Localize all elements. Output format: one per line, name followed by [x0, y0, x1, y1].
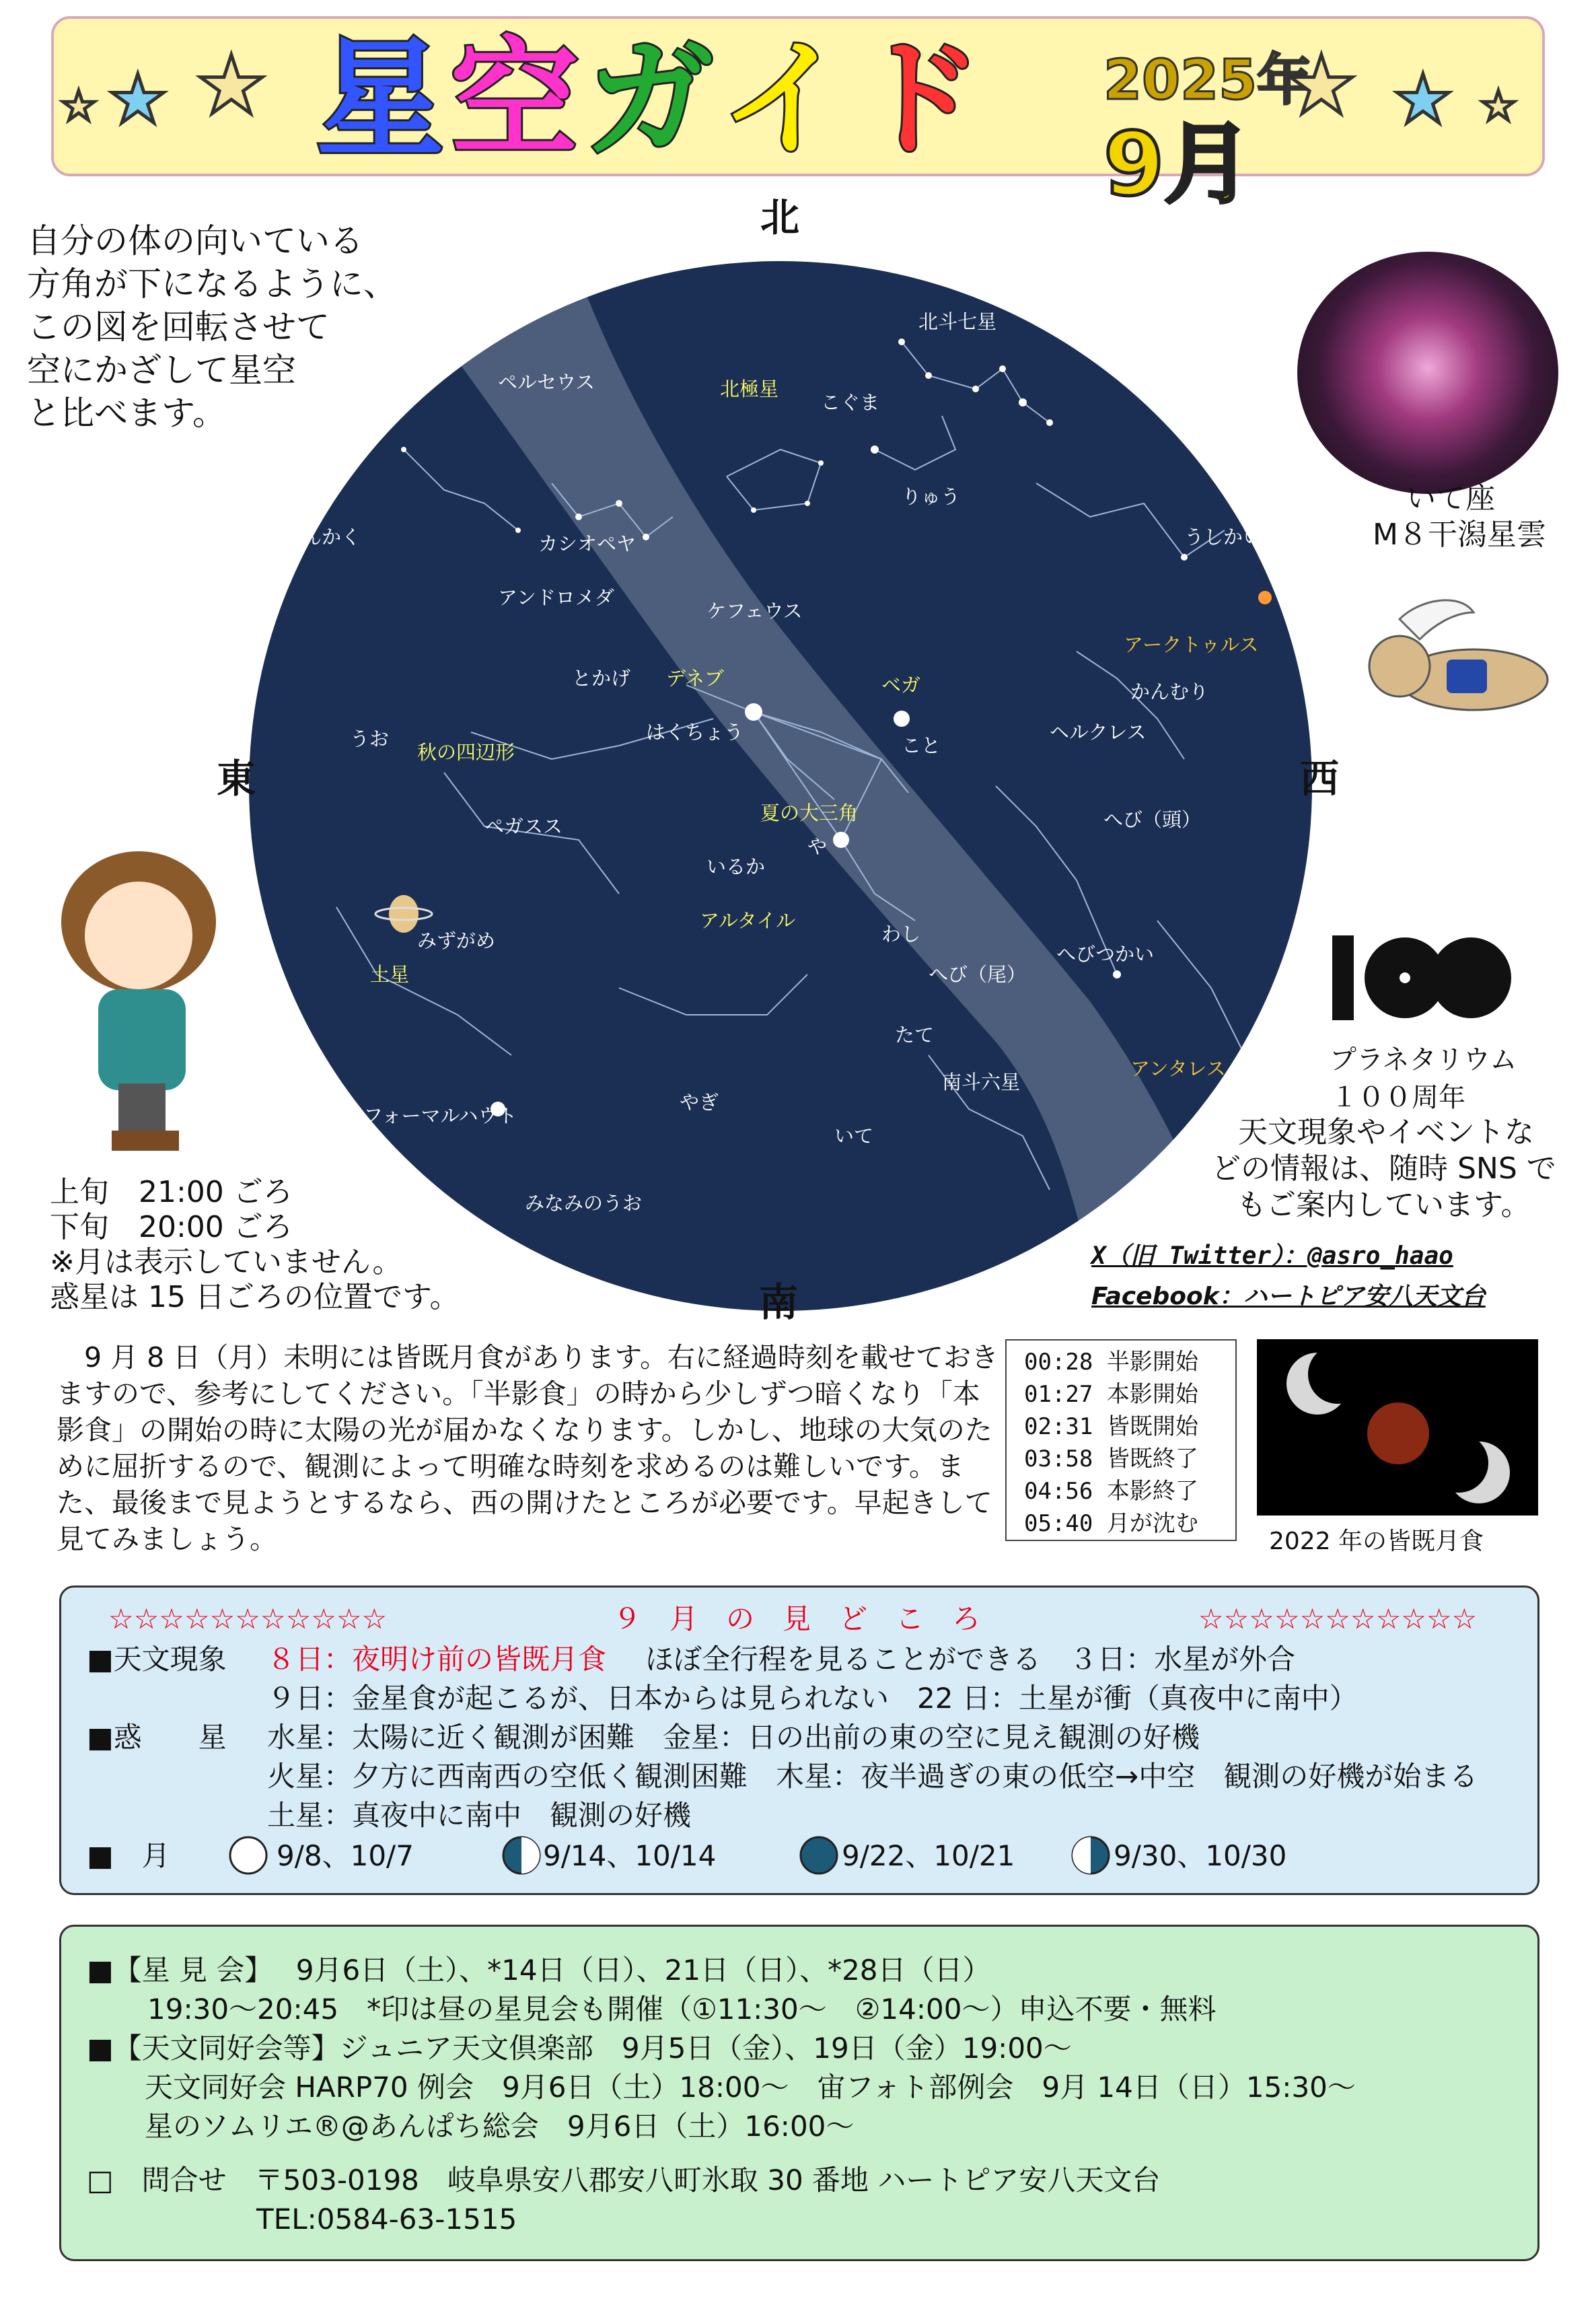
nebula-photo [1297, 252, 1558, 494]
label-aquarius: みずがめ [417, 929, 496, 952]
label-sagittarius: いて [834, 1125, 874, 1147]
title-char: 空 [451, 25, 579, 174]
sky-map-svg [202, 248, 1359, 1338]
saturn-icon [389, 895, 419, 933]
antares-star [1244, 1061, 1259, 1076]
planet-line-2: 火星：夕方に西南西の空低く観測困難 木星：夜半過ぎの東の低空→中空 観測の好機が始まる [267, 1760, 1478, 1793]
planet-line-1: 水星：太陽に近く観測が困難 金星：日の出前の東の空に見え観測の好機 [267, 1721, 1200, 1754]
contact-phone: TEL:0584-63-1515 [256, 2203, 517, 2236]
sns-line: 天文現象やイベントな [1238, 1115, 1534, 1149]
club-harp70: 天文同好会 HARP70 例会 9月6日（土）18:00〜 宙フォト部例会 9月 14日（日）15:30〜 [145, 2071, 1356, 2104]
label-aquila: わし [881, 923, 921, 946]
label-scutum: たて [895, 1024, 935, 1046]
club-junior: ■【天文同好会等】ジュニア天文倶楽部 9月5日（金）、19日（金）19:00〜 [87, 2032, 1072, 2065]
first-quarter-moon-icon [501, 1835, 542, 1876]
nebula-caption-2: M８干潟星雲 [1373, 518, 1546, 552]
moon-date-full: 9/8、10/7 [277, 1839, 414, 1872]
planet-label: ■惑 星 [87, 1721, 227, 1754]
eclipse-photo-caption: 2022 年の皆既月食 [1269, 1528, 1484, 1555]
star-icon: ★ [108, 60, 168, 139]
eclipse-time: 04:56 本影終了 [1024, 1478, 1198, 1505]
time-early-month: 上旬 21:00 ごろ [50, 1175, 293, 1209]
eclipse-time: 00:28 半影開始 [1024, 1349, 1198, 1376]
eclipse-time: 01:27 本影開始 [1024, 1381, 1198, 1408]
last-quarter-moon-icon [1071, 1835, 1111, 1876]
eclipse-time: 03:58 皆既終了 [1024, 1446, 1198, 1472]
moon-date-last-quarter: 9/30、10/30 [1114, 1839, 1287, 1872]
label-capricornus: やぎ [680, 1091, 719, 1114]
label-lacerta: とかげ [572, 667, 631, 690]
intro-line: この図を回転させて [27, 308, 330, 347]
intro-line: 空にかざして星空 [27, 351, 296, 390]
moon-date-new: 9/22、10/21 [842, 1839, 1015, 1872]
sns-line: もご案内しています。 [1237, 1188, 1531, 1222]
eclipse-photo [1257, 1339, 1538, 1516]
eclipse-timeline [1005, 1339, 1237, 1541]
label-corona-borealis: かんむり [1130, 680, 1209, 703]
time-late-month: 下旬 20:00 ごろ [50, 1210, 293, 1244]
label-nanto: 南斗六星 [942, 1071, 1021, 1094]
star-party-time: 19:30〜20:45 *印は昼の星見会も開催（①11:30〜 ②14:00〜）申込不要・無料 [147, 1993, 1217, 2026]
month-label: 9月 [1103, 113, 1252, 215]
arcturus-star [1258, 591, 1272, 604]
sns-info [1211, 1114, 1588, 1223]
x-twitter-link[interactable]: X（旧 Twitter）：@asro_haao [1091, 1242, 1453, 1270]
eclipse-time: 02:31 皆既開始 [1024, 1413, 1198, 1440]
label-vega: ベガ [881, 674, 921, 697]
label-serpens-caput: へび（頭） [1103, 808, 1202, 831]
label-hokuto: 北斗七星 [918, 310, 997, 333]
eclipse-time: 05:40 月が沈む [1024, 1510, 1198, 1537]
direction-south: 南 [759, 1279, 799, 1325]
monthly-highlights [59, 1586, 1539, 1895]
star-icon: ★ [195, 39, 268, 133]
astro-line-2: ９日：金星食が起こるが、日本からは見られない 22 日：土星が衝（真夜中に南中） [267, 1682, 1358, 1715]
astro-highlight-red: ８日：夜明け前の皆既月食 [267, 1643, 607, 1676]
header-banner [51, 16, 1545, 215]
moon-date-first-quarter: 9/14、10/14 [543, 1839, 717, 1872]
sns-line: どの情報は、随時 SNS で [1211, 1151, 1556, 1186]
label-triangulum: さんかく [283, 526, 361, 548]
title-char: ド [855, 25, 983, 174]
label-deneb: デネブ [666, 667, 724, 690]
nebula-caption-1: いて座 [1406, 481, 1495, 515]
label-cassiopeia: カシオペヤ [538, 532, 637, 555]
label-delphinus: いるか [706, 855, 766, 878]
eclipse-description: 9 月 8 日（月）未明には皆既月食があります。右に経過時刻を載せておきますので、参考にしてください。「半影食」の時から少しずつ暗くなり「本影食」の開始の時に太陽の光が届かなくなります。しかし、地球の大気のために屈折するので、観測によって明確な時刻を求めるのは難しいです。また、最後まで見ようとするなら、西の開けたところが必要です。早起きして見てみましょう。 [57, 1341, 999, 1555]
winged-dog-illustration [1359, 592, 1561, 727]
label-cepheus: ケフェウス [706, 600, 803, 622]
facebook-link[interactable]: Facebook：ハートピア安八天文台 [1091, 1283, 1486, 1310]
title-char: ガ [585, 25, 714, 174]
club-sommelier: 星のソムリエ®@あんぱち総会 9月6日（土）16:00〜 [145, 2110, 855, 2143]
highlights-stars-left: ☆☆☆☆☆☆☆☆☆☆☆ [108, 1602, 388, 1635]
girl-illustration [38, 848, 240, 1158]
star-party-dates: ■【星 見 会】 9月6日（土）、*14日（日）、21日（日）、*28日（日） [87, 1954, 991, 1987]
year-label: 2025年 [1103, 48, 1313, 112]
star-icon: ★ [1393, 60, 1453, 139]
moon-label: ■ 月 [87, 1839, 170, 1872]
label-sagitta: や [807, 835, 828, 858]
direction-west: 西 [1300, 756, 1340, 802]
intro-line: 自分の体の向いている [27, 221, 363, 260]
new-moon-icon [799, 1835, 839, 1876]
label-summer-triangle: 夏の大三角 [760, 802, 859, 824]
star-icon: ★ [1480, 83, 1517, 130]
moon-note: ※月は表示していません。 [50, 1245, 402, 1279]
label-pisces: うお [350, 727, 390, 750]
direction-east: 東 [217, 756, 256, 802]
label-pegasus: ペガスス [484, 815, 563, 838]
astro-label: ■天文現象 [87, 1643, 227, 1676]
contact-address: □ 問合せ 〒503-0198 岐阜県安八郡安八町氷取 30 番地 ハートピア安八天文台 [87, 2164, 1161, 2197]
events-info [59, 1925, 1539, 2261]
planetarium-100th: １００周年 [1331, 1082, 1465, 1113]
label-piscis-austrinus: みなみのうお [525, 1192, 643, 1215]
label-cygnus: はくちょう [646, 721, 744, 744]
label-polaris: 北極星 [720, 378, 779, 400]
highlights-stars-right: ☆☆☆☆☆☆☆☆☆☆☆ [1198, 1602, 1478, 1635]
label-arcturus: アークトゥルス [1124, 633, 1259, 656]
planetarium-100-logo [1332, 935, 1514, 1023]
intro-line: と比べます。 [27, 394, 226, 433]
label-draco: りゅう [902, 485, 961, 508]
label-perseus: ペルセウス [498, 371, 595, 394]
star-icon: ★ [1285, 39, 1358, 133]
planet-note: 惑星は 15 日ごろの位置です。 [50, 1280, 460, 1314]
planetarium-label: プラネタリウム [1330, 1044, 1517, 1075]
label-hercules: ヘルクレス [1050, 721, 1147, 744]
highlights-title: ９ 月 の 見 ど こ ろ [613, 1602, 981, 1635]
label-autumn-square: 秋の四辺形 [417, 741, 515, 764]
star-icon: ★ [61, 83, 97, 130]
intro-line: 方角が下になるように、 [27, 264, 397, 304]
planet-line-3: 土星：真夜中に南中 観測の好機 [267, 1799, 692, 1832]
astro-line-1: ほぼ全行程を見ることができる ３日：水星が外合 [645, 1643, 1296, 1676]
observation-times [50, 1175, 459, 1315]
label-saturn: 土星 [370, 963, 410, 986]
label-antares: アンタレス [1130, 1057, 1226, 1080]
label-ursa-minor: こぐま [821, 391, 880, 414]
label-andromeda: アンドロメダ [498, 586, 614, 609]
full-moon-icon [228, 1835, 268, 1876]
label-ophiuchus: へびつかい [1056, 943, 1155, 966]
label-lyra: こと [902, 734, 941, 757]
label-fomalhaut: フォーマルハウト [363, 1104, 517, 1127]
title-char: イ [720, 25, 848, 174]
label-altair: アルタイル [700, 909, 796, 932]
direction-north: 北 [760, 194, 800, 240]
title-char: 星 [316, 25, 445, 174]
star-chart [202, 194, 1359, 1338]
label-serpens-cauda: へび（尾） [929, 963, 1027, 986]
label-bootes: うしかい [1184, 526, 1263, 548]
